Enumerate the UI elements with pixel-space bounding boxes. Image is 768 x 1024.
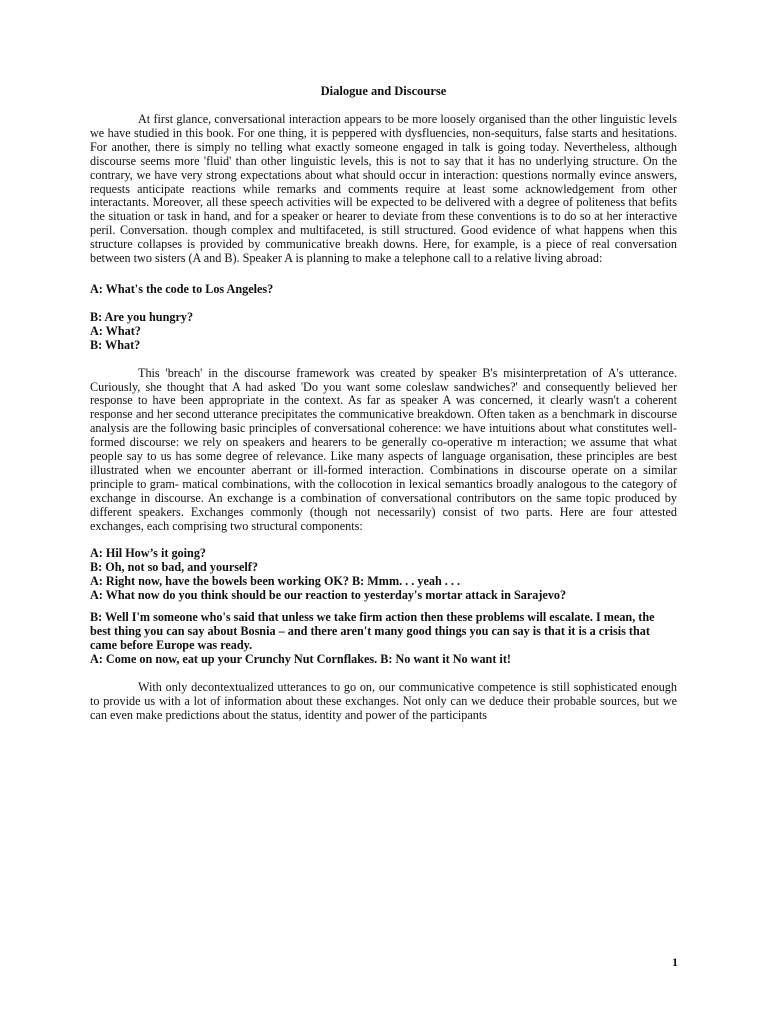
paragraph-2: This 'breach' in the discourse framework was created by speaker B's misinterpretation of A's utterance. Curiously, she thought that A had asked 'Do you want some coleslaw sandwiches?' and consequently believed her response to have been appropriate in the context. As far as speaker A was concerned, it clearly wasn't a coherent response and her second utterance precipitates the communicative breakdown. Often taken as a benchmark in discourse analysis are the following basic principles of conversational coherence: we have intuitions about what constitutes well-formed discourse: we rely on speakers and hearers to be generally co-operative m interaction; we assume that what people say to us has some degree of relevance. Like many aspects of language organisation, these principles are best illustrated when we encounter aberrant or ill-formed interaction. Combinations in discourse operate on a similar principle to gram- matical combinations, with the collocotion in lexical semantics broadly analogous to the category of exchange in discourse. An exchange is a combination of conversational contributors on the same topic produced by different speakers. Exchanges commonly (though not necessarily) consist of two parts. Here are four attested exchanges, each comprising two structural components: <box>90 365 677 533</box>
exchange-line: A: Come on now, eat up your Crunchy Nut Cornflakes. B: No want it No want it! <box>90 651 511 666</box>
page-number: 1 <box>672 955 678 969</box>
dialogue-line: B: Are you hungry? <box>90 309 194 324</box>
dialogue-line: A: What's the code to Los Angeles? <box>90 281 274 296</box>
paragraph-1: At first glance, conversational interaction appears to be more loosely organised than the other linguistic levels we have studied in this book. For one thing, it is peppered with dysfluencies, non-sequiturs, false starts and hesitations. For another, there is simply no telling what exactly someone engaged in talk is going today. Nevertheless, although discourse seems more 'fluid' than other linguistic levels, this is not to say that it has no underlying structure. On the contrary, we have very strong expectations about what should occur in interaction: questions normally evince answers, requests anticipate reactions while remarks and comments require at least some acknowledgement from other interactants. Moreover, all these speech activities will be expected to be delivered with a degree of politeness that befits the situation or task in hand, and for a speaker or hearer to deviate from these conventions is to do so at her interactive peril. Conversation. though complex and multifaceted, is still structured. Good evidence of what happens when this structure collapses is provided by communicative breakh downs. Here, for example, is a piece of real conversation between two sisters (A and B). Speaker A is planning to make a telephone call to a relative living abroad: <box>90 112 677 266</box>
exchange-line: A: What now do you think should be our reaction to yesterday's mortar attack in Sarajevo? <box>90 588 567 603</box>
document-body <box>90 84 677 722</box>
paragraph-3: With only decontextualized utterances to go on, our communicative competence is still sophisticated enough to provide us with a lot of information about these exchanges. Not only can we deduce their probable sources, but we can even make predictions about the status, identity and power of the participants <box>90 679 677 722</box>
exchange-line: B: Oh, not so bad, and yourself? <box>90 560 258 575</box>
exchange-line: B: Well I'm someone who's said that unless we take firm action then these problems will escalate. I mean, the best thing you can say about Bosnia – and there aren't many good things you can say is that it is a crisis that came before Europe was ready. <box>90 610 655 652</box>
dialogue-line: A: What? <box>90 323 141 338</box>
exchange-line: A: Hil How’s it going? <box>90 546 207 561</box>
document-title: Dialogue and Discourse <box>320 84 447 98</box>
exchange-line: A: Right now, have the bowels been working OK? B: Mmm. . . yeah . . . <box>90 574 461 589</box>
dialogue-line: B: What? <box>90 337 141 352</box>
